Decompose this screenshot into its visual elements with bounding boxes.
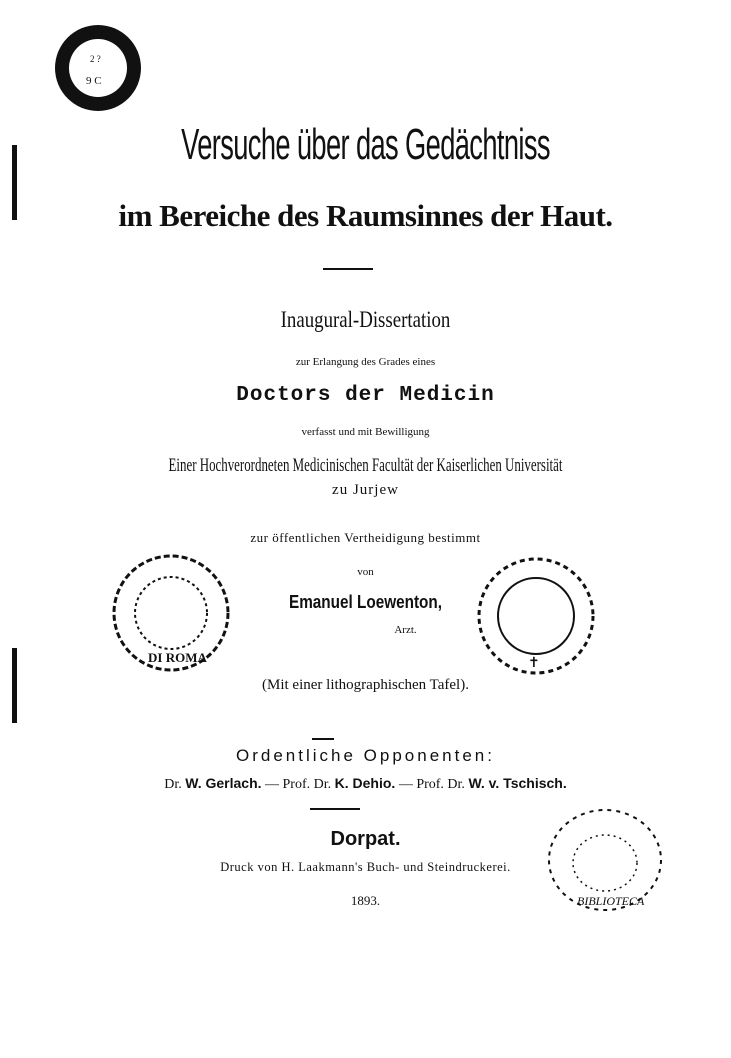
opponent-prefix: Prof. Dr. <box>416 777 465 792</box>
opponent-prefix: Prof. Dr. <box>282 777 332 792</box>
opponent-name: K. Dehio. <box>334 775 396 791</box>
approval-text: verfasst und mit Bewilligung <box>301 426 430 438</box>
svg-text:9 C: 9 C <box>86 75 102 87</box>
separator: — <box>265 777 280 792</box>
divider <box>312 738 334 740</box>
svg-text:DI ROMA: DI ROMA <box>148 650 207 665</box>
opponent-name: W. v. Tschisch. <box>468 775 567 791</box>
printer: Druck von H. Laakmann's Buch- und Steindruckerei. <box>220 860 511 874</box>
author-name: Emanuel Loewenton, <box>288 592 443 612</box>
year: 1893. <box>350 893 381 908</box>
divider <box>310 808 360 810</box>
author-title: Arzt. <box>394 624 417 636</box>
defense-text: zur öffentlichen Vertheidigung bestimmt <box>250 530 481 545</box>
title-line-1: Versuche über das Gedächtniss <box>181 120 550 169</box>
svg-text:BIBLIOTECA: BIBLIOTECA <box>577 894 645 908</box>
city: Dorpat. <box>330 828 401 850</box>
plate-note: (Mit einer lithographischen Tafel). <box>262 677 469 693</box>
svg-text:✝: ✝ <box>528 656 540 671</box>
by-text: von <box>357 566 374 578</box>
faculty-text: Einer Hochverordneten Medicinischen Facultät der Kaiserlichen Universität <box>168 455 563 476</box>
library-stamp-top-left <box>52 22 144 114</box>
opponents-heading: Ordentliche Opponenten: <box>236 746 495 765</box>
opponents-list <box>0 775 731 793</box>
divider <box>323 268 373 270</box>
opponent-name: W. Gerlach. <box>185 775 262 791</box>
dissertation-heading: Inaugural-Dissertation <box>280 307 451 332</box>
title-line-2: im Bereiche des Raumsinnes der Haut. <box>118 198 613 233</box>
opponent-prefix: Dr. <box>164 777 182 792</box>
svg-text:2 ?: 2 ? <box>90 54 101 64</box>
place-text: zu Jurjew <box>332 482 399 498</box>
purpose-text: zur Erlangung des Grades eines <box>295 356 436 368</box>
degree-text: Doctors der Medicin <box>236 384 495 407</box>
separator: — <box>398 777 413 792</box>
